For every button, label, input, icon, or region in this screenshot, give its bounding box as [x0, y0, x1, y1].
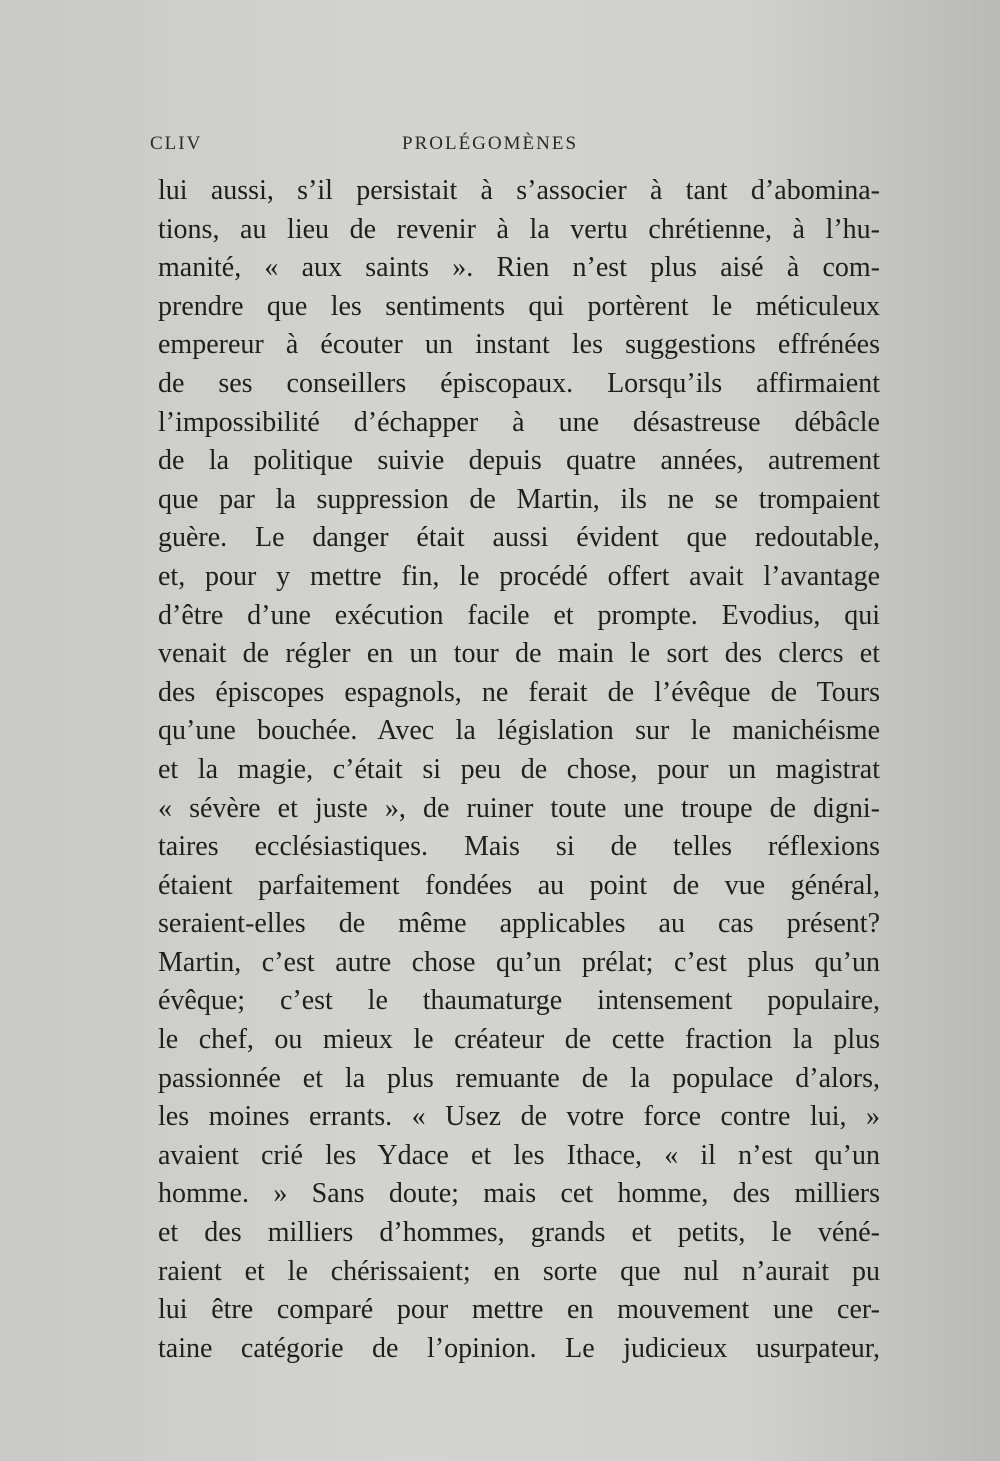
text-line: les moines errants. « Usez de votre force contre lui, » — [158, 1101, 880, 1133]
text-line: taine catégorie de l’opinion. Le judicieux usurpateur, — [158, 1332, 880, 1364]
text-line: et des milliers d’hommes, grands et petits, le véné- — [158, 1217, 880, 1249]
text-line: « sévère et juste », de ruiner toute une troupe de digni- — [158, 792, 880, 824]
text-line: tions, au lieu de revenir à la vertu chrétienne, à l’hu- — [158, 213, 880, 245]
text-line: lui aussi, s’il persistait à s’associer à tant d’abomina- — [158, 175, 880, 206]
text-line: taires ecclésiastiques. Mais si de telles réflexions — [158, 831, 880, 863]
text-line: l’impossibilité d’échapper à une désastreuse débâcle — [158, 406, 880, 438]
text-line: d’être d’une exécution facile et prompte. Evodius, qui — [158, 599, 880, 631]
text-line: que par la suppression de Martin, ils ne se trompaient — [158, 483, 880, 515]
text-line: venait de régler en un tour de main le sort des clercs et — [158, 638, 880, 670]
text-line: et, pour y mettre fin, le procédé offert avait l’avantage — [158, 560, 880, 592]
text-line: de ses conseillers épiscopaux. Lorsqu’ils affirmaient — [158, 367, 880, 399]
text-line: Martin, c’est autre chose qu’un prélat; c’est plus qu’un — [158, 946, 880, 978]
text-line: avaient crié les Ydace et les Ithace, « il n’est qu’un — [158, 1139, 880, 1171]
page-number: CLIV — [150, 133, 203, 154]
text-line: prendre que les sentiments qui portèrent le méticuleux — [158, 290, 880, 322]
text-line: de la politique suivie depuis quatre années, autrement — [158, 445, 880, 477]
text-line: qu’une bouchée. Avec la législation sur le manichéisme — [158, 715, 880, 747]
text-line: lui être comparé pour mettre en mouvement une cer- — [158, 1294, 880, 1326]
text-line: et la magie, c’était si peu de chose, pour un magistrat — [158, 753, 880, 785]
text-line: homme. » Sans doute; mais cet homme, des milliers — [158, 1178, 880, 1210]
text-line: guère. Le danger était aussi évident que redoutable, — [158, 522, 880, 554]
text-line: manité, « aux saints ». Rien n’est plus aisé à com- — [158, 252, 880, 284]
text-line: évêque; c’est le thaumaturge intensement populaire, — [158, 985, 880, 1017]
text-line: étaient parfaitement fondées au point de vue général, — [158, 869, 880, 901]
text-line: empereur à écouter un instant les suggestions effrénées — [158, 329, 880, 361]
text-line: raient et le chérissaient; en sorte que nul n’aurait pu — [158, 1255, 880, 1287]
text-line: passionnée et la plus remuante de la populace d’alors, — [158, 1062, 880, 1094]
running-title: PROLÉGOMÈNES — [402, 133, 579, 154]
running-head — [150, 133, 882, 159]
text-line: seraient-elles de même applicables au cas présent? — [158, 908, 880, 940]
text-line: des épiscopes espagnols, ne ferait de l’évêque de Tours — [158, 676, 880, 708]
body-text — [158, 172, 880, 1368]
text-line: le chef, ou mieux le créateur de cette fraction la plus — [158, 1024, 880, 1056]
